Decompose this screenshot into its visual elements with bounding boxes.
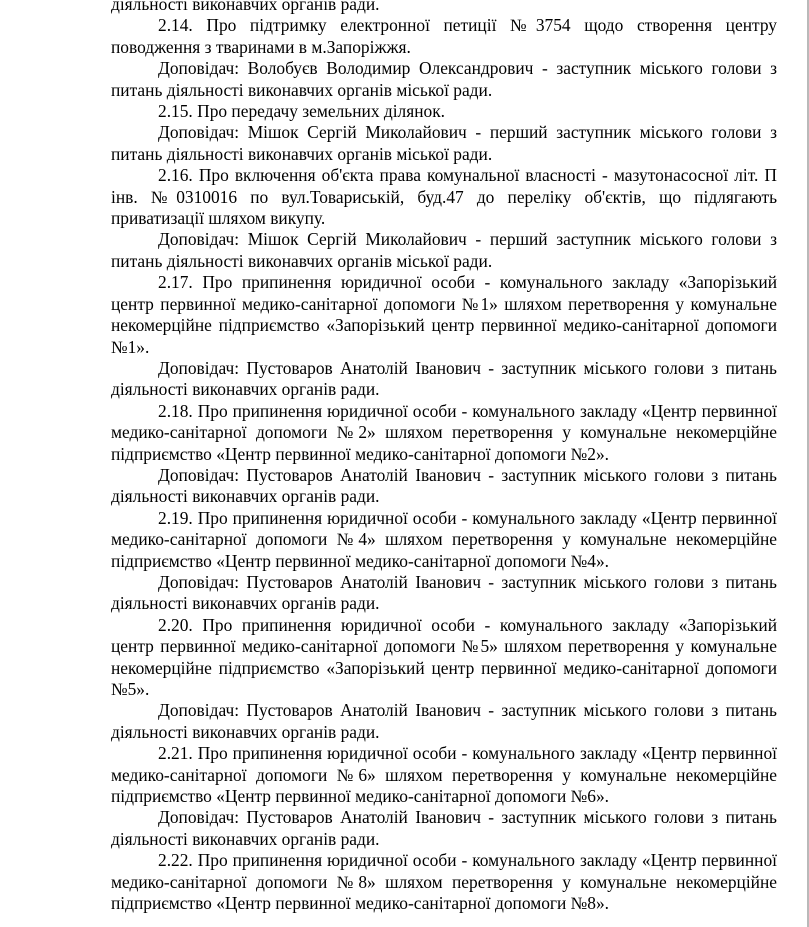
agenda-item-2-14: 2.14. Про підтримку електронної петиції №3754 щодо створення центру поводження з тваринами в м.Запоріжжя. bbox=[111, 15, 777, 57]
speaker-2-21: Доповідач: Пустоваров Анатолій Іванович - заступник міського голови з питань діяльності виконавчих органів ради. bbox=[111, 807, 777, 849]
agenda-item-2-16: 2.16. Про включення об'єкта права комунальної власності - мазутонасосної літ. П інв. №0310016 по вул.Товариській, буд.47 до переліку об'єктів, що підлягають приватизації шляхом викупу. bbox=[111, 165, 777, 229]
speaker-2-20: Доповідач: Пустоваров Анатолій Іванович - заступник міського голови з питань діяльності виконавчих органів ради. bbox=[111, 700, 777, 742]
speaker-2-17: Доповідач: Пустоваров Анатолій Іванович - заступник міського голови з питань діяльності виконавчих органів ради. bbox=[111, 357, 777, 400]
speaker-2-15: Доповідач: Мішок Сергій Миколайович - перший заступник міського голови з питань діяльності виконавчих органів міської ради. bbox=[111, 122, 777, 164]
agenda-item-2-19: 2.19. Про припинення юридичної особи - комунального закладу «Центр первинної медико-санітарної допомоги №4» шляхом перетворення у комунальне некомерційне підприємство «Центр первинної медико-санітарної допомоги №4». bbox=[111, 507, 777, 571]
agenda-item-2-21: 2.21. Про припинення юридичної особи - комунального закладу «Центр первинної медико-санітарної допомоги №6» шляхом перетворення у комунальне некомерційне підприємство «Центр первинної медико-санітарної допомоги №6». bbox=[111, 743, 777, 807]
speaker-2-18: Доповідач: Пустоваров Анатолій Іванович - заступник міського голови з питань діяльності виконавчих органів ради. bbox=[111, 464, 777, 507]
agenda-item-2-20: 2.20. Про припинення юридичної особи - комунального закладу «Запорізький центр первинної медико-санітарної допомоги №5» шляхом перетворення у комунальне некомерційне підприємство «Запорізький центр первинної медико-санітарної допомоги №5». bbox=[111, 614, 777, 699]
agenda-item-2-22: 2.22. Про припинення юридичної особи - комунального закладу «Центр первинної медико-санітарної допомоги №8» шляхом перетворення у комунальне некомерційне підприємство «Центр первинної медико-санітарної допомоги №8». bbox=[111, 850, 777, 914]
agenda-item-2-18: 2.18. Про припинення юридичної особи - комунального закладу «Центр первинної медико-санітарної допомоги №2» шляхом перетворення у комунальне некомерційне підприємство «Центр первинної медико-санітарної допомоги №2». bbox=[111, 400, 777, 464]
paragraph-continuation: діяльності виконавчих органів ради. bbox=[111, 0, 380, 14]
speaker-2-14: Доповідач: Волобуєв Володимир Олександрович - заступник міського голови з питань діяльності виконавчих органів міської ради. bbox=[111, 58, 777, 100]
speaker-2-19: Доповідач: Пустоваров Анатолій Іванович - заступник міського голови з питань діяльності виконавчих органів ради. bbox=[111, 571, 777, 614]
agenda-item-2-17: 2.17. Про припинення юридичної особи - комунального закладу «Запорізький центр первинної медико-санітарної допомоги №1» шляхом перетворення у комунальне некомерційне підприємство «Запорізький центр первинної медико-санітарної допомоги №1». bbox=[111, 272, 777, 357]
speaker-2-16: Доповідач: Мішок Сергій Миколайович - перший заступник міського голови з питань діяльності виконавчих органів міської ради. bbox=[111, 229, 777, 271]
agenda-item-2-15: 2.15. Про передачу земельних ділянок. bbox=[158, 101, 446, 122]
document-body bbox=[111, 0, 777, 914]
